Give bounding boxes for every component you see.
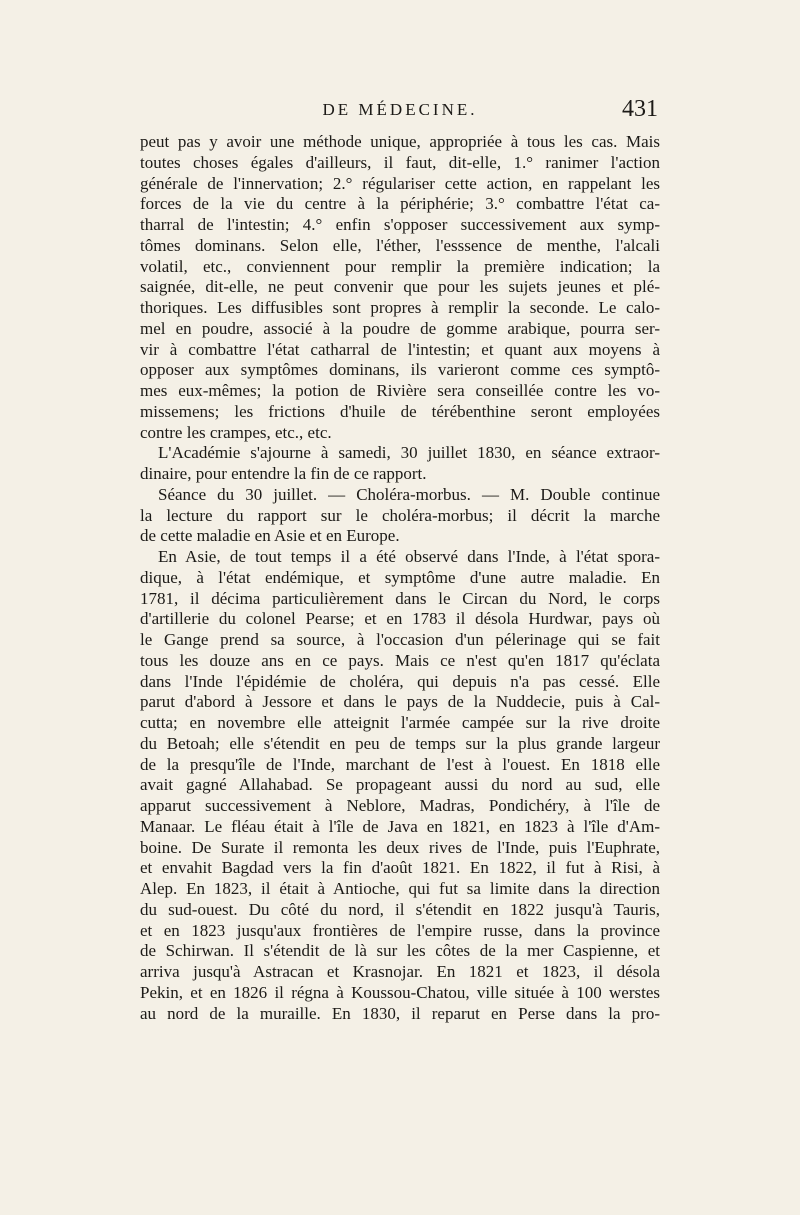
- text-line: dique, à l'état endémique, et symptôme d'une autre maladie. En: [140, 567, 660, 587]
- text-line: de la presqu'île de l'Inde, marchant de l'est à l'ouest. En 1818 elle: [140, 754, 660, 774]
- text-line: vir à combattre l'état catharral de l'intestin; et quant aux moyens à: [140, 339, 660, 359]
- text-line: de cette maladie en Asie et en Europe.: [140, 526, 400, 546]
- running-head: DE MÉDECINE.: [322, 100, 478, 119]
- page-number: 431: [622, 96, 658, 122]
- text-line: mes eux-mêmes; la potion de Rivière sera conseillée contre les vo-: [140, 381, 660, 400]
- text-line: arriva jusqu'à Astracan et Krasnojar. En 1821 et 1823, il désola: [140, 962, 660, 981]
- text-line: Alep. En 1823, il était à Antioche, qui fut sa limite dans la direction: [140, 879, 660, 898]
- text-line: le Gange prend sa source, à l'occasion d'un pélerinage qui se fait: [140, 630, 660, 649]
- text-line: toutes choses égales d'ailleurs, il faut, dit-elle, 1.° ranimer l'action: [140, 152, 660, 172]
- text-line: tharral de l'intestin; 4.° enfin s'opposer successivement aux symp-: [140, 215, 660, 234]
- text-line: au nord de la muraille. En 1830, il reparut en Perse dans la pro-: [140, 1003, 660, 1023]
- text-line: de Schirwan. Il s'étendit de là sur les côtes de la mer Caspienne, et: [140, 941, 660, 961]
- text-line: forces de la vie du centre à la périphérie; 3.° combattre l'état ca-: [140, 194, 660, 214]
- text-line: mel en poudre, associé à la poudre de gomme arabique, pourra ser-: [140, 318, 660, 338]
- text-line: du Betoah; elle s'étendit en peu de temps sur la plus grande largeur: [140, 733, 660, 753]
- text-line: 1781, il décima particulièrement dans le Circan du Nord, le corps: [140, 588, 660, 608]
- body-text: [140, 132, 660, 1024]
- text-line: tômes dominans. Selon elle, l'éther, l'esssence de menthe, l'alcali: [140, 235, 660, 255]
- text-line: la lecture du rapport sur le choléra-morbus; il décrit la marche: [140, 505, 660, 525]
- text-line: et envahit Bagdad vers la fin d'août 1821. En 1822, il fut à Risi, à: [140, 858, 660, 878]
- text-line: cutta; en novembre elle atteignit l'armée campée sur la rive droite: [140, 713, 660, 732]
- text-line: L'Académie s'ajourne à samedi, 30 juillet 1830, en séance extraor-: [158, 443, 660, 463]
- text-line: Manaar. Le fléau était à l'île de Java en 1821, en 1823 à l'île d'Am-: [140, 816, 660, 836]
- text-line: d'artillerie du colonel Pearse; et en 1783 il désola Hurdwar, pays où: [140, 609, 660, 629]
- text-line: peut pas y avoir une méthode unique, appropriée à tous les cas. Mais: [140, 132, 660, 151]
- text-line: missemens; les frictions d'huile de térébenthine seront employées: [140, 401, 660, 421]
- text-line: boine. De Surate il remonta les deux rives de l'Inde, puis l'Euphrate,: [140, 837, 660, 857]
- page-header: [140, 98, 660, 130]
- text-line: apparut successivement à Neblore, Madras, Pondichéry, à l'île de: [140, 796, 660, 815]
- text-line: En Asie, de tout temps il a été observé dans l'Inde, à l'état spora-: [158, 547, 660, 566]
- text-line: et en 1823 jusqu'aux frontières de l'empire russe, dans la province: [140, 920, 660, 940]
- text-line: avait gagné Allahabad. Se propageant aussi du nord au sud, elle: [140, 775, 660, 795]
- text-line: dinaire, pour entendre la fin de ce rapport.: [140, 464, 427, 483]
- text-line: volatil, etc., conviennent pour remplir la première indication; la: [140, 256, 660, 276]
- text-line: Pekin, et en 1826 il régna à Koussou-Chatou, ville située à 100 werstes: [140, 982, 660, 1002]
- text-line: Séance du 30 juillet. — Choléra-morbus. — M. Double continue: [158, 484, 660, 504]
- text-line: opposer aux symptômes dominans, ils varieront comme ces symptô-: [140, 360, 660, 380]
- text-line: parut d'abord à Jessore et dans le pays de la Nuddecie, puis à Cal-: [140, 692, 660, 712]
- text-line: tous les douze ans en ce pays. Mais ce n'est qu'en 1817 qu'éclata: [140, 650, 660, 670]
- text-line: saignée, dit-elle, ne peut convenir que pour les sujets jeunes et plé-: [140, 277, 660, 297]
- text-line: dans l'Inde l'épidémie de choléra, qui depuis n'a pas cessé. Elle: [140, 671, 660, 691]
- text-line: contre les crampes, etc., etc.: [140, 422, 332, 442]
- text-line: générale de l'innervation; 2.° régulariser cette action, en rappelant les: [140, 173, 660, 193]
- text-line: du sud-ouest. Du côté du nord, il s'étendit en 1822 jusqu'à Tauris,: [140, 899, 660, 919]
- text-line: thoriques. Les diffusibles sont propres à remplir la seconde. Le calo-: [140, 298, 660, 317]
